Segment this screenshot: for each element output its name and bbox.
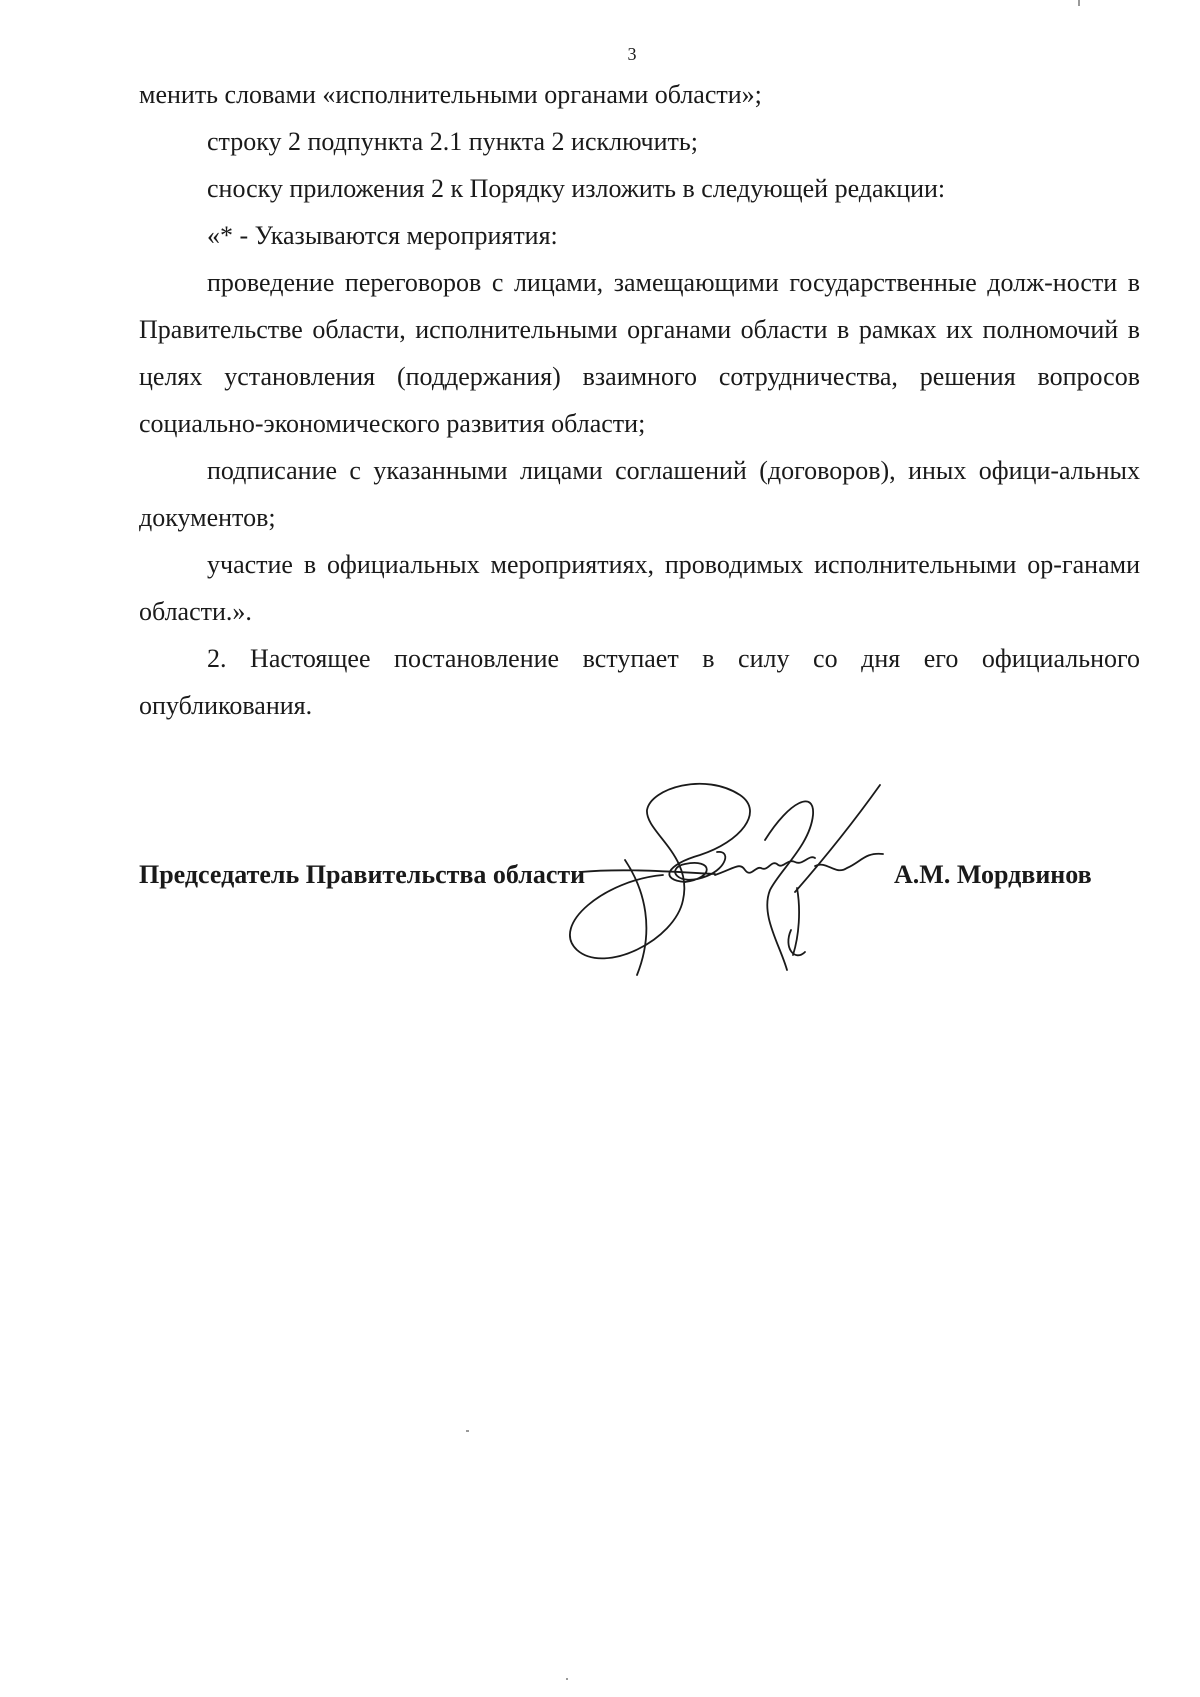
paragraph-negotiations: проведение переговоров с лицами, замещающими государственные долж-ности в Правительстве области, исполнительными органами области в рамках их полномочий в целях установления (поддержания) взаимного сотрудничества, решения вопросов социально-экономического развития области; — [139, 268, 1140, 438]
paragraph-footnote-intro: «* - Указываются мероприятия: — [207, 221, 558, 250]
paragraph-footnote-edit: сноску приложения 2 к Порядку изложить в следующей редакции: — [207, 174, 946, 203]
signature-strokes — [570, 784, 883, 975]
paragraph-entry-into-force: 2. Настоящее постановление вступает в силу со дня его официального опубликования. — [139, 644, 1140, 720]
page-number: 3 — [627, 44, 637, 64]
handwritten-signature — [565, 780, 935, 990]
paragraph-exclude-line: строку 2 подпункта 2.1 пункта 2 исключить; — [207, 127, 698, 156]
signatory-title: Председатель Правительства области — [139, 860, 586, 889]
signatory-name: А.М. Мордвинов — [894, 860, 1092, 889]
scan-speck — [566, 1678, 568, 1680]
document-body — [139, 71, 1140, 729]
scan-speck — [1078, 0, 1080, 6]
paragraph-signing: подписание с указанными лицами соглашений (договоров), иных офици-альных документов; — [139, 456, 1140, 532]
scan-speck — [466, 1430, 469, 1432]
paragraph-participation: участие в официальных мероприятиях, проводимых исполнительными ор-ганами области.». — [139, 550, 1140, 626]
paragraph-continuation: менить словами «исполнительными органами области»; — [139, 80, 762, 109]
